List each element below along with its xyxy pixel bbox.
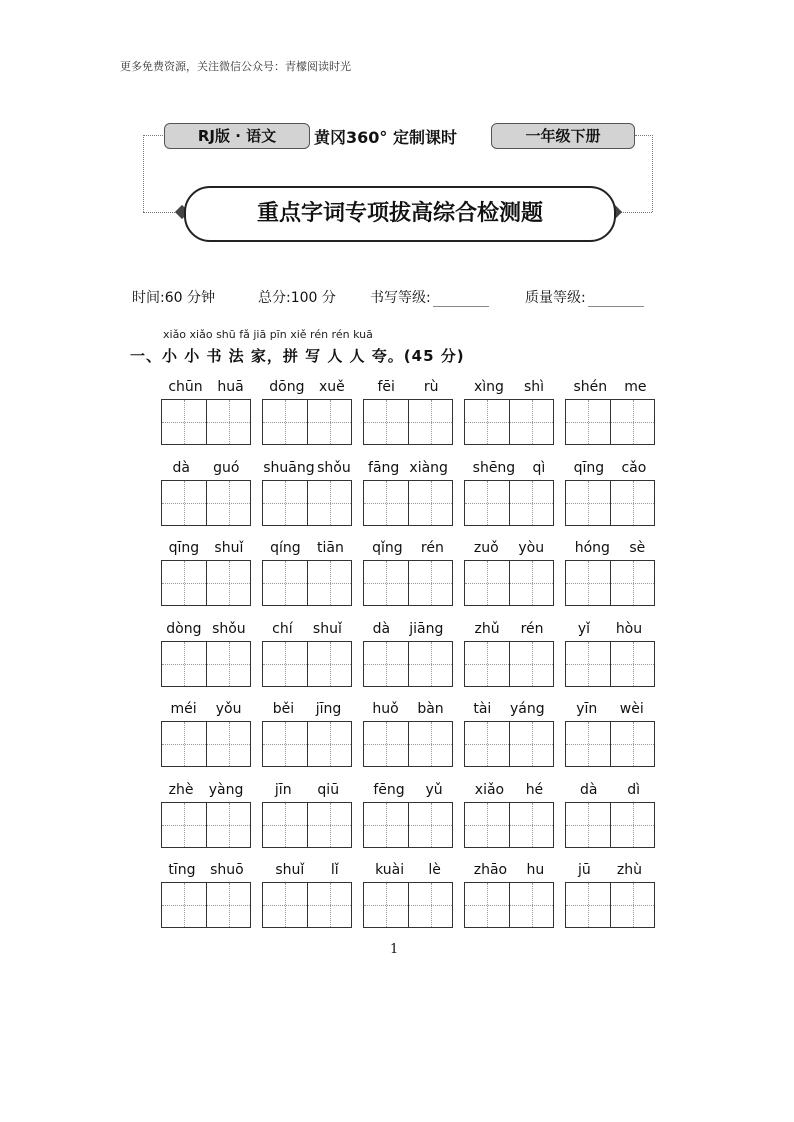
pinyin-syllable: shuō [210, 862, 244, 878]
pinyin-syllable: qīng [168, 540, 200, 556]
pinyin-syllable: shǒu [212, 620, 246, 637]
tianzige-cell[interactable] [263, 400, 307, 444]
writing-boxes [161, 560, 251, 606]
tianzige-cell[interactable] [263, 803, 307, 847]
tianzige-cell[interactable] [206, 642, 251, 686]
pinyin-syllable: zhǔ [474, 620, 500, 637]
tianzige-cell[interactable] [263, 481, 307, 525]
pinyin-syllable: tài [473, 701, 492, 717]
pinyin-syllable: dì [627, 781, 641, 798]
pinyin-syllable: zhè [168, 781, 194, 798]
pinyin-label [464, 701, 554, 719]
tianzige-cell[interactable] [465, 400, 509, 444]
tianzige-cell[interactable] [610, 803, 655, 847]
pinyin-label [363, 621, 453, 639]
writing-boxes [464, 480, 554, 526]
writing-boxes [464, 399, 554, 445]
writing-boxes [262, 480, 352, 526]
tianzige-cell[interactable] [465, 803, 509, 847]
pinyin-label [161, 621, 251, 639]
tianzige-cell[interactable] [509, 481, 554, 525]
section-pinyin: xiǎo xiǎo shū fǎ jiā pīn xiě rén rén kuā [163, 328, 373, 341]
tianzige-cell[interactable] [263, 642, 307, 686]
tianzige-cell[interactable] [307, 722, 352, 766]
pinyin-syllable: qíng [270, 540, 301, 556]
pinyin-syllable: hé [525, 781, 544, 798]
pinyin-label [464, 540, 554, 558]
tianzige-cell[interactable] [408, 561, 453, 605]
tianzige-cell[interactable] [408, 883, 453, 927]
writing-boxes [262, 721, 352, 767]
pinyin-syllable: shuǐ [275, 862, 305, 878]
page-title: 重点字词专项拔高综合检测题 [184, 186, 616, 242]
writing-boxes [262, 560, 352, 606]
pinyin-label [262, 379, 352, 397]
pinyin-syllable: rén [420, 540, 444, 556]
pinyin-label [363, 862, 453, 880]
pinyin-syllable: dà [372, 620, 391, 637]
series-title: 黄冈360° 定制课时 [314, 128, 457, 147]
pinyin-syllable: shuāng [263, 459, 315, 476]
tianzige-cell[interactable] [364, 722, 408, 766]
pinyin-label [262, 621, 352, 639]
tianzige-cell[interactable] [566, 561, 610, 605]
tianzige-cell[interactable] [566, 722, 610, 766]
pinyin-syllable: huā [217, 379, 244, 395]
pinyin-syllable: shēng [472, 459, 516, 476]
pinyin-label [565, 540, 655, 558]
pinyin-syllable: hóng [574, 540, 610, 556]
tianzige-cell[interactable] [206, 883, 251, 927]
tianzige-cell[interactable] [408, 481, 453, 525]
tianzige-cell[interactable] [465, 883, 509, 927]
tianzige-cell[interactable] [206, 803, 251, 847]
writing-boxes [565, 399, 655, 445]
tianzige-cell[interactable] [610, 400, 655, 444]
pinyin-label [565, 621, 655, 639]
writing-boxes [161, 399, 251, 445]
writing-boxes [464, 882, 554, 928]
pinyin-label [464, 782, 554, 800]
pinyin-syllable: yàng [208, 781, 244, 798]
writing-boxes [161, 480, 251, 526]
pinyin-syllable: zhāo [473, 862, 508, 878]
pinyin-syllable: méi [170, 701, 197, 717]
pinyin-syllable: hòu [615, 620, 643, 637]
tianzige-cell[interactable] [307, 481, 352, 525]
writing-boxes [161, 882, 251, 928]
subject-tag: RJ版 · 语文 [164, 123, 310, 149]
pinyin-syllable: xìng [474, 379, 504, 395]
tianzige-cell[interactable] [509, 400, 554, 444]
writing-grade [370, 287, 489, 307]
tianzige-cell[interactable] [465, 642, 509, 686]
pinyin-label [464, 460, 554, 478]
pinyin-syllable: shuǐ [214, 540, 244, 556]
tianzige-cell[interactable] [610, 642, 655, 686]
tianzige-cell[interactable] [364, 803, 408, 847]
pinyin-syllable: lǐ [330, 862, 339, 878]
page-number: 1 [390, 942, 399, 957]
tianzige-cell[interactable] [307, 642, 352, 686]
pinyin-label [565, 862, 655, 880]
pinyin-syllable: jīn [274, 781, 292, 798]
writing-boxes [565, 802, 655, 848]
writing-boxes [565, 480, 655, 526]
pinyin-syllable: sè [629, 540, 646, 556]
tianzige-cell[interactable] [610, 481, 655, 525]
pinyin-syllable: yǐ [577, 620, 591, 637]
writing-boxes [464, 641, 554, 687]
tianzige-cell[interactable] [162, 400, 206, 444]
pinyin-syllable: shǒu [317, 459, 351, 476]
tianzige-cell[interactable] [509, 803, 554, 847]
pinyin-syllable: shì [523, 379, 544, 395]
writing-boxes [464, 560, 554, 606]
tianzige-cell[interactable] [610, 722, 655, 766]
pinyin-syllable: fēng [373, 781, 405, 798]
pinyin-label [161, 460, 251, 478]
tianzige-cell[interactable] [364, 883, 408, 927]
pinyin-syllable: chūn [168, 379, 203, 395]
pinyin-syllable: me [624, 379, 647, 395]
pinyin-syllable: cǎo [621, 459, 647, 476]
tianzige-cell[interactable] [263, 561, 307, 605]
tianzige-cell[interactable] [465, 561, 509, 605]
tianzige-cell[interactable] [509, 883, 554, 927]
writing-boxes [464, 721, 554, 767]
pinyin-label [363, 460, 453, 478]
tianzige-cell[interactable] [364, 481, 408, 525]
pinyin-label [363, 379, 453, 397]
writing-boxes [363, 802, 453, 848]
pinyin-syllable: qiū [317, 781, 340, 798]
banner-line-left-bottom [143, 212, 179, 213]
tianzige-cell[interactable] [162, 803, 206, 847]
pinyin-syllable: dòng [166, 620, 202, 637]
pinyin-label [565, 782, 655, 800]
grade-tag: 一年级下册 [491, 123, 635, 149]
tianzige-cell[interactable] [408, 803, 453, 847]
tianzige-cell[interactable] [566, 642, 610, 686]
tianzige-cell[interactable] [566, 883, 610, 927]
pinyin-syllable: lè [428, 862, 441, 878]
banner-line-left-vert [143, 135, 144, 212]
writing-boxes [565, 882, 655, 928]
tianzige-cell[interactable] [206, 561, 251, 605]
pinyin-label [565, 379, 655, 397]
pinyin-label [363, 540, 453, 558]
writing-boxes [161, 721, 251, 767]
writing-boxes [262, 399, 352, 445]
tianzige-cell[interactable] [465, 722, 509, 766]
writing-boxes [464, 802, 554, 848]
pinyin-syllable: xiǎo [474, 781, 505, 798]
writing-boxes [161, 802, 251, 848]
tianzige-cell[interactable] [162, 481, 206, 525]
tianzige-cell[interactable] [307, 803, 352, 847]
tianzige-cell[interactable] [162, 561, 206, 605]
quality-grade-label: 质量等级: [525, 290, 586, 306]
pinyin-syllable: dà [172, 459, 191, 476]
pinyin-syllable: jiāng [409, 620, 444, 637]
tianzige-cell[interactable] [307, 400, 352, 444]
writing-grade-label: 书写等级: [370, 290, 431, 306]
tianzige-cell[interactable] [408, 400, 453, 444]
pinyin-syllable: wèi [619, 701, 644, 717]
pinyin-syllable: fāng [368, 459, 400, 476]
pinyin-syllable: jū [578, 862, 591, 878]
pinyin-syllable: fēi [377, 379, 395, 395]
tianzige-cell[interactable] [307, 561, 352, 605]
pinyin-label [262, 460, 352, 478]
writing-boxes [363, 882, 453, 928]
tianzige-cell[interactable] [509, 561, 554, 605]
writing-boxes [363, 560, 453, 606]
pinyin-syllable: dà [579, 781, 598, 798]
writing-boxes [262, 882, 352, 928]
writing-boxes [262, 802, 352, 848]
tianzige-cell[interactable] [364, 400, 408, 444]
pinyin-label [262, 540, 352, 558]
pinyin-label [161, 862, 251, 880]
pinyin-syllable: jīng [315, 701, 342, 717]
pinyin-label [363, 701, 453, 719]
tianzige-cell[interactable] [610, 561, 655, 605]
tianzige-cell[interactable] [566, 803, 610, 847]
pinyin-label [464, 862, 554, 880]
tianzige-cell[interactable] [263, 722, 307, 766]
pinyin-syllable: rù [423, 379, 439, 395]
tianzige-cell[interactable] [465, 481, 509, 525]
pinyin-syllable: zhù [616, 862, 642, 878]
pinyin-label [161, 540, 251, 558]
time-info: 时间:60 分钟 [132, 290, 215, 306]
banner-line-left [143, 135, 163, 136]
writing-boxes [565, 641, 655, 687]
writing-boxes [565, 721, 655, 767]
pinyin-syllable: kuài [375, 862, 405, 878]
pinyin-syllable: yòu [518, 540, 545, 556]
tianzige-cell[interactable] [307, 883, 352, 927]
tianzige-cell[interactable] [206, 400, 251, 444]
writing-boxes [262, 641, 352, 687]
pinyin-syllable: shén [573, 379, 608, 395]
pinyin-label [565, 460, 655, 478]
pinyin-syllable: yǒu [215, 701, 242, 717]
pinyin-syllable: guó [213, 459, 240, 476]
banner-line-right [635, 135, 653, 136]
pinyin-syllable: huǒ [372, 701, 399, 717]
tianzige-cell[interactable] [509, 642, 554, 686]
section-title: 一、小 小 书 法 家，拼 写 人 人 夸。(45 分) [130, 347, 465, 365]
header-note: 更多免费资源，关注微信公众号：青檬阅读时光 [120, 60, 351, 73]
pinyin-syllable: tiān [316, 540, 344, 556]
pinyin-syllable: yīn [576, 701, 598, 717]
pinyin-label [363, 782, 453, 800]
tianzige-cell[interactable] [162, 883, 206, 927]
pinyin-label [161, 701, 251, 719]
writing-boxes [363, 641, 453, 687]
pinyin-syllable: yǔ [425, 781, 443, 798]
pinyin-syllable: běi [272, 701, 295, 717]
pinyin-syllable: qīng [573, 459, 605, 476]
writing-boxes [363, 721, 453, 767]
pinyin-label [464, 379, 554, 397]
tianzige-cell[interactable] [566, 481, 610, 525]
tianzige-cell[interactable] [408, 722, 453, 766]
tianzige-cell[interactable] [408, 642, 453, 686]
tianzige-cell[interactable] [610, 883, 655, 927]
pinyin-label [262, 782, 352, 800]
writing-boxes [565, 560, 655, 606]
pinyin-syllable: rén [520, 620, 544, 637]
pinyin-syllable: bàn [417, 701, 444, 717]
pinyin-syllable: xuě [318, 379, 345, 395]
pinyin-label [262, 862, 352, 880]
pinyin-syllable: tīng [168, 862, 196, 878]
score-info: 总分:100 分 [258, 290, 336, 306]
tianzige-cell[interactable] [364, 561, 408, 605]
pinyin-syllable: qǐng [372, 540, 403, 556]
writing-grade-blank[interactable] [433, 292, 489, 307]
quality-grade-blank[interactable] [588, 292, 644, 307]
tianzige-cell[interactable] [162, 642, 206, 686]
pinyin-syllable: dōng [269, 379, 305, 395]
pinyin-syllable: shuǐ [312, 620, 342, 637]
pinyin-syllable: xiàng [409, 459, 448, 476]
tianzige-cell[interactable] [206, 481, 251, 525]
pinyin-label [161, 379, 251, 397]
pinyin-syllable: zuǒ [473, 540, 499, 556]
pinyin-syllable: yáng [510, 701, 545, 717]
pinyin-label [262, 701, 352, 719]
writing-boxes [363, 399, 453, 445]
pinyin-label [464, 621, 554, 639]
tianzige-cell[interactable] [364, 642, 408, 686]
pinyin-syllable: chí [272, 620, 293, 637]
pinyin-label [565, 701, 655, 719]
tianzige-cell[interactable] [566, 400, 610, 444]
writing-boxes [363, 480, 453, 526]
quality-grade [525, 287, 644, 307]
pinyin-syllable: qì [532, 459, 546, 476]
tianzige-cell[interactable] [509, 722, 554, 766]
tianzige-cell[interactable] [162, 722, 206, 766]
tianzige-cell[interactable] [263, 883, 307, 927]
tianzige-cell[interactable] [206, 722, 251, 766]
pinyin-syllable: hu [526, 862, 545, 878]
banner-line-right-vert [652, 135, 653, 212]
writing-boxes [161, 641, 251, 687]
pinyin-label [161, 782, 251, 800]
